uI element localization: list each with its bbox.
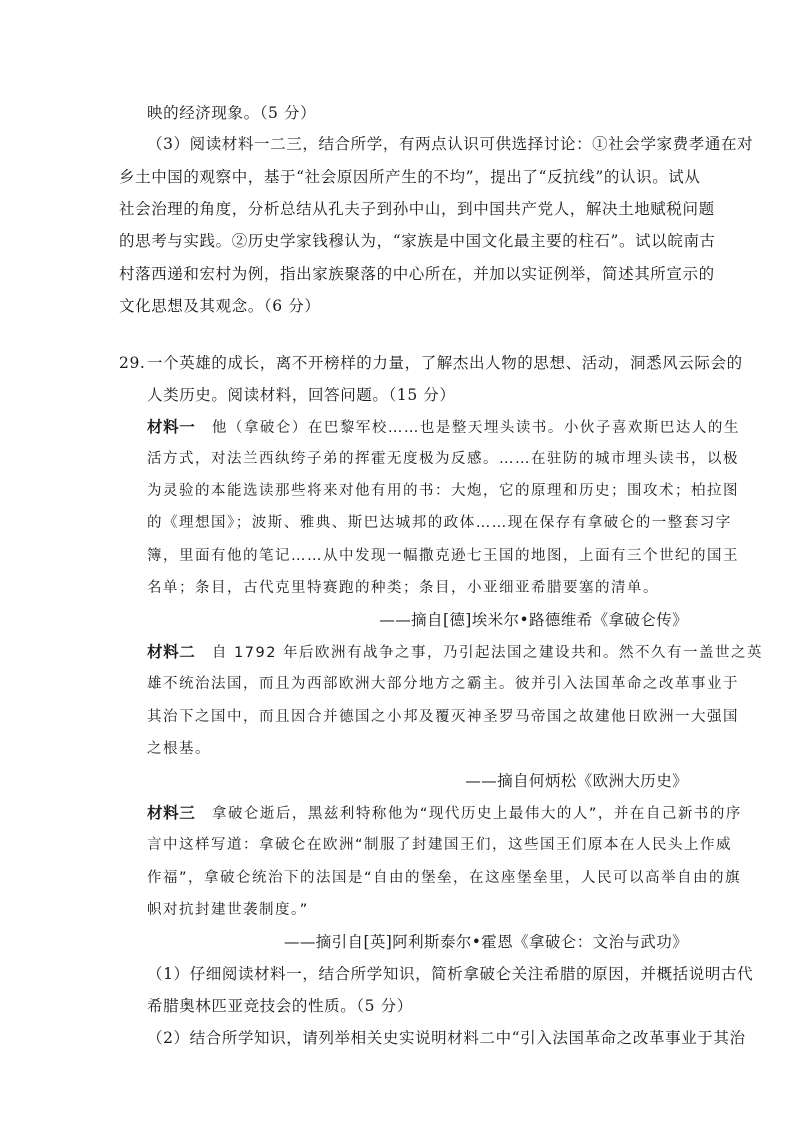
q3-line-4: 的思考与实践。②历史学家钱穆认为，“家族是中国文化最主要的柱石”。试以皖南古 bbox=[119, 232, 716, 250]
subquestion-2-line-1: （2）结合所学知识，请列举相关史实说明材料二中“引入法国革命之改革事业于其治 bbox=[147, 1029, 746, 1047]
material-1-line-1: 他（拿破仑）在巴黎军校……也是整天埋头读书。小伙子喜欢斯巴达人的生 bbox=[211, 420, 740, 436]
material-2-source: ——摘自何炳松《欧洲大历史》 bbox=[465, 772, 688, 790]
material-2 bbox=[147, 641, 763, 664]
material-1-line-4: 的《理想国》；波斯、雅典、斯巴达城邦的政体……现在保存有拿破仑的一整套习字 bbox=[147, 515, 732, 531]
material-2-line-1: 自 1792 年后欧洲有战争之事，乃引起法国之建设共和。然不久有一盖世之英 bbox=[211, 645, 764, 661]
material-3-line-4: 帜对抗封建世袭制度。” bbox=[147, 902, 309, 918]
material-1-label: 材料一 bbox=[147, 417, 196, 436]
material-3-source: ——摘引自[英]阿利斯泰尔•霍恩《拿破仑：文治与武功》 bbox=[283, 933, 688, 951]
q3-line-6: 文化思想及其观念。（6 分） bbox=[119, 297, 321, 315]
material-3-line-3: 作福”，拿破仑统治下的法国是“自由的堡垒，在这座堡垒里，人民可以高举自由的旗 bbox=[147, 870, 742, 886]
material-1-source: ——摘自[德]埃米尔•路德维希《拿破仑传》 bbox=[379, 611, 688, 629]
question-29-stem-1: 一个英雄的成长，离不开榜样的力量，了解杰出人物的思想、活动，洞悉风云际会的 bbox=[147, 354, 743, 372]
q3-line-5: 村落西递和宏村为例，指出家族聚落的中心所在，并加以实证例举，简述其所宣示的 bbox=[119, 265, 715, 283]
material-2-line-4: 之根基。 bbox=[147, 741, 211, 757]
material-2-line-3: 其治下之国中，而且因合并德国之小邦及覆灭神圣罗马帝国之故建他日欧洲一大强国 bbox=[147, 709, 739, 725]
material-1-line-5: 簿，里面有他的笔记……从中发现一幅撒克逊七王国的地图，上面有三个世纪的国王 bbox=[147, 548, 739, 564]
material-1 bbox=[147, 416, 740, 439]
question-29-number: 29. bbox=[119, 354, 146, 372]
q3-line-1: （3）阅读材料一二三，结合所学，有两点认识可供选择讨论：①社会学家费孝通在对 bbox=[147, 135, 754, 153]
material-3-label: 材料三 bbox=[147, 803, 196, 822]
subquestion-1-line-1: （1）仔细阅读材料一，结合所学知识，简析拿破仑关注希腊的原因，并概括说明古代 bbox=[147, 965, 754, 983]
material-1-line-2: 活方式，对法兰西纨绔子弟的挥霍无度极为反感。……在驻防的城市埋头读书，以极 bbox=[147, 451, 739, 467]
q3-line-2: 乡土中国的观察中，基于“社会原因所产生的不均”，提出了“反抗线”的认识。试从 bbox=[119, 168, 701, 186]
question-29-stem-2: 人类历史。阅读材料，回答问题。（15 分） bbox=[147, 386, 456, 404]
material-3-line-1: 拿破仑逝后，黑兹利特称他为“现代历史上最伟大的人”，并在自己新书的序 bbox=[211, 806, 742, 822]
subquestion-1-line-2: 希腊奥林匹亚竞技会的性质。（5 分） bbox=[147, 997, 413, 1015]
material-2-line-2: 雄不统治法国，而且为西部欧洲大部分地方之霸主。彼并引入法国革命之改革事业于 bbox=[147, 676, 739, 692]
material-1-line-3: 为灵验的本能选读那些将来对他有用的书：大炮，它的原理和历史；围攻术；柏拉图 bbox=[147, 483, 739, 499]
material-2-label: 材料二 bbox=[147, 642, 196, 661]
q3-line-3: 社会治理的角度，分析总结从孔夫子到孙中山，到中国共产党人，解决土地赋税问题 bbox=[119, 200, 715, 218]
material-3-line-2: 言中这样写道：拿破仑在欧洲“制服了封建国王们，这些国王们原本在人民头上作威 bbox=[147, 837, 733, 853]
material-3 bbox=[147, 802, 742, 825]
material-1-line-6: 名单；条目，古代克里特赛跑的种类；条目，小亚细亚希腊要塞的清单。 bbox=[147, 580, 659, 596]
prev-question-tail: 映的经济现象。（5 分） bbox=[147, 104, 317, 122]
